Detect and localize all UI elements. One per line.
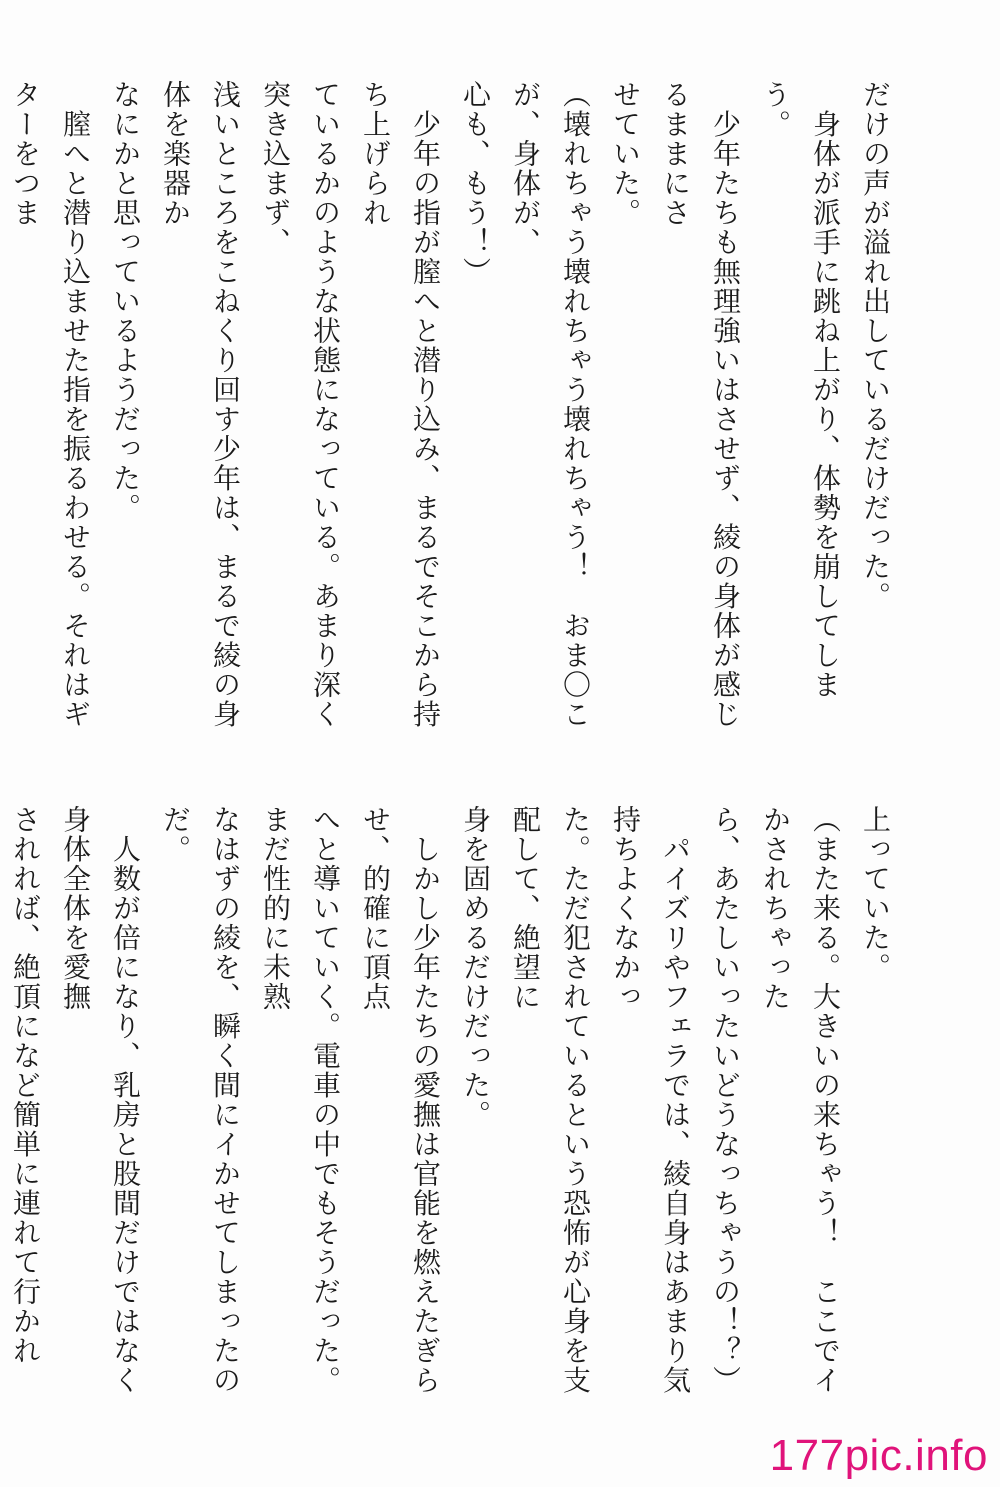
text-line: 膣へと潜り込ませた指を振るわせる。それはギターをつま bbox=[9, 80, 92, 729]
text-line: なにかと思っているようだった。 bbox=[109, 80, 142, 523]
text-line: ら、あたしいったいどうなっちゃうの！？） bbox=[709, 805, 742, 1395]
text-line: 身を固めるだけだった。 bbox=[459, 805, 492, 1130]
lower-text-block bbox=[0, 805, 900, 1415]
text-line: （また来る。大きいの来ちゃう！ ここでイかされちゃった bbox=[759, 805, 842, 1395]
text-line: 少年たちも無理強いはさせず、綾の身体が感じるままにさ bbox=[659, 80, 742, 729]
text-line: 少年の指が膣へと潜り込み、まるでそこから持ち上げられ bbox=[359, 80, 442, 729]
text-line: 浅いところをこねくり回す少年は、まるで綾の身体を楽器か bbox=[159, 80, 242, 729]
text-line: されれば、絶頂になど簡単に連れて行かれ bbox=[9, 805, 42, 1366]
text-line: だけの声が溢れ出しているだけだった。 bbox=[859, 80, 892, 611]
text-line: 人数が倍になり、乳房と股間だけではなく身体全体を愛撫 bbox=[59, 805, 142, 1395]
text-line: せていた。 bbox=[609, 80, 642, 228]
text-line: パイズリやフェラでは、綾自身はあまり気持ちよくなかっ bbox=[609, 805, 692, 1395]
text-line: 上っていた。 bbox=[859, 805, 892, 982]
site-watermark: 177pic.info bbox=[769, 1431, 988, 1480]
text-line: た。ただ犯されているという恐怖が心身を支配して、絶望に bbox=[509, 805, 592, 1395]
text-line: （壊れちゃう壊れちゃう壊れちゃう！ おま〇こが、身体が、 bbox=[509, 80, 592, 729]
text-line: しかし少年たちの愛撫は官能を燃えたぎらせ、的確に頂点 bbox=[359, 805, 442, 1395]
upper-text-block bbox=[0, 80, 900, 740]
text-line: へと導いていく。電車の中でもそうだった。まだ性的に未熟 bbox=[259, 805, 342, 1395]
text-line: なはずの綾を、瞬く間にイかせてしまったのだ。 bbox=[159, 805, 242, 1395]
text-line: 心も、もう！） bbox=[459, 80, 492, 287]
text-line: 身体が派手に跳ね上がり、体勢を崩してしまう。 bbox=[759, 80, 842, 700]
text-line: ているかのような状態になっている。あまり深く突き込まず、 bbox=[259, 80, 342, 729]
